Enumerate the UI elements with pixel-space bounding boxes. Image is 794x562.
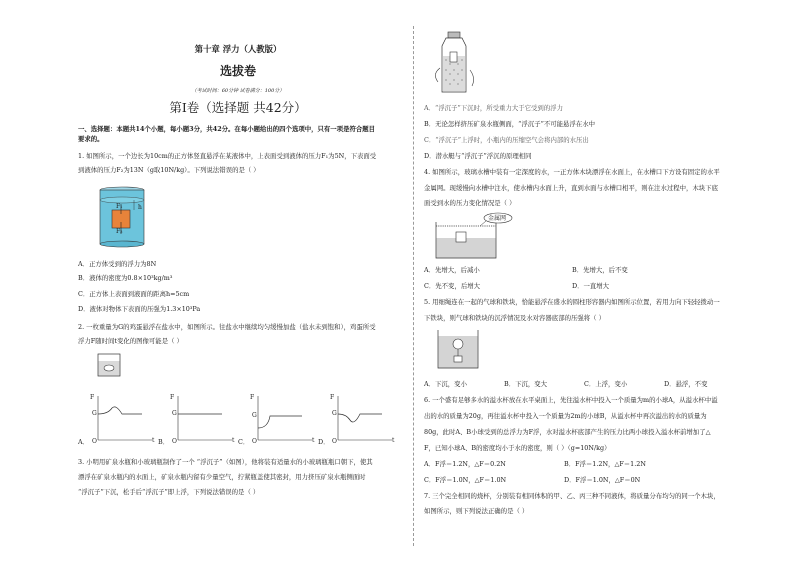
q2-graph-b-g-label: G xyxy=(172,410,177,417)
q1-option-d: D．液体对物体下表面的压强为1.3×10³Pa xyxy=(78,305,201,313)
q2-graph-d-y-label: F xyxy=(330,394,335,401)
right-column xyxy=(424,0,746,562)
q4-option-a: A．先增大，后减小 xyxy=(424,266,480,274)
q2-graph-c-g-label: G xyxy=(252,412,257,419)
q5-stem-line-2: 下铁块，则气球和铁块的沉浮情况及水对容器底部的压强将（ ） xyxy=(424,314,605,322)
q1-label-f1: F₁ xyxy=(116,203,123,210)
q2-graph-d-x-label: t xyxy=(392,437,395,444)
section-instructions-line-1: 一、选择题：本题共14个小题，每小题3分，共42分。在每小题给出的四个选项中，只有一项是符合题目 xyxy=(78,125,376,133)
q1-option-c: C．正方体上表面到液面的距离h=5cm xyxy=(78,290,190,298)
q3-bottle-figure xyxy=(434,30,476,96)
q1-option-a: A．正方体受到的浮力为8N xyxy=(78,260,157,268)
q4-stem-line-3: 面受到水的压力变化情况是（ ） xyxy=(424,199,516,207)
q3-stem-line-1: 3. 小明用矿泉水瓶和小玻璃瓶制作了一个 “浮沉子”（如图），他将装有适量水的小玻璃瓶瓶口朝下，使其 xyxy=(78,458,373,466)
q2-egg-beaker-figure xyxy=(96,352,124,380)
q2-stem-line-2: 浮力F随时间t变化的图像可能是（ ） xyxy=(78,337,183,345)
q6-option-b: B．F浮＝1.2N，△F＝1.2N xyxy=(564,460,646,468)
q2-stem-line-1: 2. 一枚重量为G的鸡蛋悬浮在盐水中，如图所示。往盐水中继续均匀缓慢加盐（盐水未到饱和），鸡蛋所受 xyxy=(78,323,376,331)
q1-cube-in-liquid-figure xyxy=(94,182,158,252)
q2-option-d-letter: D． xyxy=(318,438,330,446)
q6-stem-line-4: F，已知小球A、B的密度均小于水的密度，则（ ）（g=10N/kg） xyxy=(424,444,611,452)
q2-option-c-letter: C． xyxy=(238,438,250,446)
q6-option-a: A．F浮＝1.2N，△F＝0.2N xyxy=(424,460,506,468)
left-column xyxy=(78,0,398,562)
q3-stem-line-3: “浮沉子”下沉，松手后“浮沉子”即上浮，下列说法错误的是（ ） xyxy=(78,488,260,496)
q5-stem-line-1: 5. 用细绳连在一起的气球和铁块，恰能悬浮在盛水的圆柱形容器内如图所示位置，若用力向下轻轻拨动一 xyxy=(424,298,720,306)
q5-option-c: C．上浮，变小 xyxy=(584,380,628,388)
q6-option-c: C．F浮＝1.0N，△F＝1.0N xyxy=(424,476,507,484)
q3-option-d: D．潜水艇与“浮沉子”浮沉的原理相同 xyxy=(424,152,532,160)
q4-stem-line-2: 金属网。现缓慢向水槽中注水，使水槽内水面上升，直到水面与水槽口相平，则在注水过程中，木块下底 xyxy=(424,184,718,192)
q2-graph-a-x-label: t xyxy=(152,437,155,444)
q2-graph-a-y-label: F xyxy=(90,394,95,401)
q2-graph-b-origin: O xyxy=(172,438,177,445)
q7-stem-line-2: 如图所示，则下列说法正确的是（ ） xyxy=(424,507,529,515)
q4-option-d: D．一直增大 xyxy=(572,282,610,290)
q1-label-f2: F₂ xyxy=(116,228,123,235)
q4-option-c: C．先不变，后增大 xyxy=(424,282,481,290)
q2-option-b-letter: B． xyxy=(158,438,170,446)
q5-option-b: B．下沉，变大 xyxy=(504,380,548,388)
q2-graph-c-origin: O xyxy=(252,438,257,445)
q4-option-b: B．先增大，后不变 xyxy=(572,266,628,274)
q3-option-b: B．无论怎样挤压矿泉水瓶侧面，“浮沉子”不可能悬浮在水中 xyxy=(424,120,595,128)
q3-option-a: A．“浮沉子”下沉时，所受重力大于它受到的浮力 xyxy=(424,104,563,112)
paper-type-title: 选拔卷 xyxy=(219,64,256,78)
q2-graph-b-y-label: F xyxy=(170,394,175,401)
q5-balloon-iron-figure xyxy=(436,326,484,370)
q2-graph-c-y-label: F xyxy=(250,394,255,401)
q5-option-d: D．悬浮，不变 xyxy=(664,380,708,388)
q1-stem-line-2: 到液体的压力F₂为13N（g取10N/kg）。下列说法错误的是（ ） xyxy=(78,166,260,174)
q7-stem-line-1: 7. 三个完全相同的烧杯，分别装有相同体积的甲、乙、丙三种不同液体，将质量分布均匀的同一个木块， xyxy=(424,492,720,500)
q3-stem-line-2: 漂浮在矿泉水瓶内的水面上，矿泉水瓶内留有少量空气，拧紧瓶盖使其密封，用力挤压矿泉水瓶侧面时 xyxy=(78,473,366,481)
q2-option-a-letter: A． xyxy=(78,438,90,446)
chapter-title: 第十章 浮力（人教版） xyxy=(194,44,282,54)
column-divider xyxy=(413,26,414,546)
q5-option-a: A．下沉，变小 xyxy=(424,380,467,388)
q6-stem-line-3: 80g，此时A、B小球受到的总浮力为F浮，水对溢水杯底部产生的压力比两小球投入溢水杯前增加了△ xyxy=(424,428,711,436)
q2-graph-d-g-label: G xyxy=(332,410,337,417)
q2-graph-c-x-label: t xyxy=(312,437,315,444)
q1-stem-line-1: 1. 如图所示，一个边长为10cm的正方体竖直悬浮在某液体中，上表面受到液体的压力F₁为5N，下表面受 xyxy=(78,152,377,160)
q2-graph-a-g-label: G xyxy=(92,410,97,417)
q4-figure-label: 金属网 xyxy=(488,215,507,222)
q6-option-d: D．F浮＝1.0N，△F＝0N xyxy=(564,476,641,484)
q2-graph-b-x-label: t xyxy=(232,437,235,444)
q1-label-h: h xyxy=(138,204,142,211)
part-title: 第Ⅰ卷（选择题 共42分） xyxy=(169,100,307,115)
exam-info: （考试时间：60分钟 试卷满分：100分） xyxy=(191,88,285,94)
section-instructions-line-2: 要求的。 xyxy=(78,135,104,143)
q1-option-b: B．液体的密度为0.8×10³kg/m³ xyxy=(78,274,173,282)
q6-stem-line-2: 出的水的质量为20g，再往溢水杯中投入一个质量为2m的小球B，从溢水杯中再次溢出的水的质量为 xyxy=(424,412,707,420)
q6-stem-line-1: 6. 一个盛有足够多水的溢水杯放在水平桌面上，先往溢水杯中投入一个质量为m的小球A，从溢水杯中溢 xyxy=(424,396,718,404)
q3-option-c: C．“浮沉子”上浮时，小瓶内的压缩空气会将内部的水压出 xyxy=(424,136,589,144)
q4-stem-line-1: 4. 如图所示，玻璃水槽中装有一定深度的水，一正方体木块漂浮在水面上，在水槽口下方设有固定的水平 xyxy=(424,168,720,176)
q2-graph-a-origin: O xyxy=(92,438,97,445)
q2-graph-d-origin: O xyxy=(332,438,337,445)
